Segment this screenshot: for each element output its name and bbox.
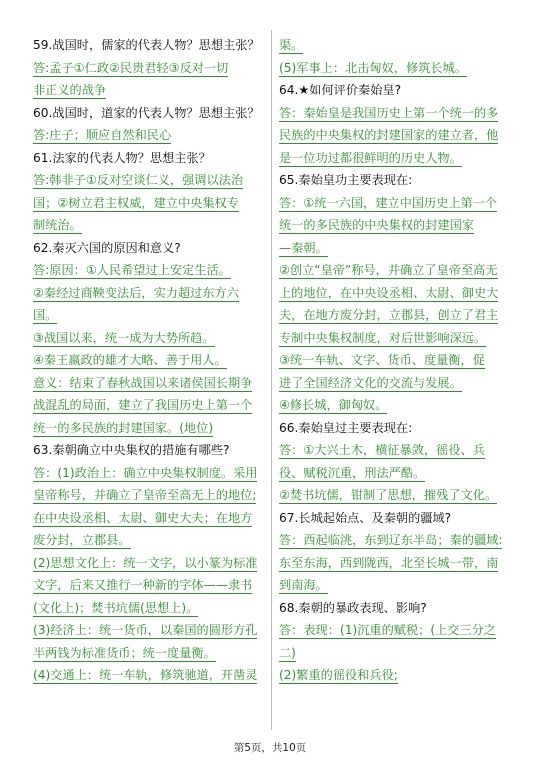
answer-line: [279, 349, 511, 372]
answer-text: 答:韩非子①反对空谈仁义，强调以法治: [33, 173, 244, 187]
answer-text: 意义：结束了春秋战国以来诸侯国长期争: [33, 375, 253, 390]
answer-text: —秦朝。: [279, 240, 328, 255]
answer-text: ④秦王嬴政的雄才大略、善于用人。: [33, 353, 227, 367]
answer-text: 答：西起临洮，东到辽东半岛；秦的疆域:: [279, 533, 503, 547]
question-line: 65.秦始皇功主要表现在:: [279, 173, 413, 187]
answer-line: [279, 394, 511, 417]
question-line: 61.法家的代表人物？思想主张？: [33, 150, 211, 165]
answer-text: 在中央设丞相、太尉、御史大夫；在地方: [33, 510, 253, 525]
answer-line: [33, 619, 268, 642]
answer-text: 答：①统一六国，建立中国历史上第一个: [279, 195, 498, 210]
answer-text: (2)思想文化上：统一文字，以小篆为标准: [33, 555, 258, 570]
answer-text: ②焚书坑儒，钳制了思想，摧残了文化。: [279, 488, 498, 502]
answer-line: [33, 664, 268, 687]
answer-line: [33, 417, 268, 440]
answer-line: [279, 664, 511, 687]
answer-line: [279, 102, 511, 125]
answer-text: 答：①大兴土木，横征暴敛，徭役、兵: [279, 443, 485, 457]
answer-line: [279, 57, 511, 80]
answer-text: 非正义的战争: [33, 83, 107, 97]
answer-line: [33, 169, 268, 192]
answer-text: 是一位功过都很鲜明的历史人物。: [279, 150, 462, 165]
answer-line: [33, 394, 268, 417]
answer-line: [33, 192, 268, 215]
answer-line: [279, 642, 511, 665]
answer-text: 渠。: [279, 38, 304, 52]
question-line: 63.秦朝确立中央集权的措施有哪些?: [33, 443, 230, 457]
answer-text: (2)繁重的徭役和兵役;: [279, 668, 398, 682]
left-column: [33, 34, 268, 687]
answer-line: [279, 147, 511, 170]
answer-line: [279, 237, 511, 260]
answer-line: [279, 529, 511, 552]
answer-text: 民族的中央集权的封建国家的建立者，他: [279, 128, 499, 142]
answer-text: 答:孟子①仁政②民贵君轻③反对一切: [33, 60, 229, 75]
question-line: 60.战国时，道家的代表人物？思想主张？: [33, 105, 260, 120]
answer-text: 答：(1)政治上：确立中央集权制度。采用: [33, 465, 258, 480]
answer-text: ②创立“皇帝”称号，并确立了皇帝至高无: [279, 263, 498, 277]
question-line: 66.秦始皇过主要表现在:: [279, 420, 413, 435]
answer-line: [33, 327, 268, 350]
answer-text: ④修长城，御匈奴。: [279, 398, 388, 412]
answer-line: [279, 327, 511, 350]
answer-text: 答:庄子；顺应自然和民心: [33, 128, 172, 142]
answer-line: [33, 372, 268, 395]
answer-line: [33, 484, 268, 507]
answer-line: [33, 259, 268, 282]
answer-line: [33, 574, 268, 597]
right-column: [279, 34, 511, 687]
answer-line: [279, 34, 511, 57]
answer-text: (3)经济上：统一货币，以秦国的圆形方孔: [33, 623, 258, 637]
answer-text: 上的地位，在中央设丞相、太尉、御史大: [279, 285, 499, 300]
answer-text: 役、赋税沉重，刑法严酷。: [279, 465, 426, 480]
answer-line: [279, 619, 511, 642]
question-line: 59.战国时，儒家的代表人物？思想主张？: [33, 38, 260, 52]
answer-text: 废分封，立郡县。: [33, 533, 131, 547]
question-line: 68.秦朝的暴政表现、影响?: [279, 600, 427, 615]
answer-text: 东至东海，西到陇西，北至长城一带，南: [279, 555, 499, 570]
answer-text: 皇帝称号，并确立了皇帝至高无上的地位;: [33, 488, 257, 502]
answer-line: [33, 57, 268, 80]
answer-line: [33, 507, 268, 530]
answer-line: [33, 349, 268, 372]
answer-line: [279, 439, 511, 462]
column-divider: [271, 30, 272, 730]
answer-line: [33, 79, 268, 102]
answer-text: (文化上)；焚书坑儒(思想上)。: [33, 600, 199, 615]
answer-text: 到南海。: [279, 578, 328, 592]
page-footer: 第5页，共10页: [233, 742, 307, 754]
question-line: 62.秦灭六国的原因和意义?: [33, 240, 181, 255]
answer-text: 答：表现：(1)沉重的赋税；(上交三分之: [279, 623, 497, 637]
answer-text: 统一的多民族的封建国家。(地位): [33, 420, 214, 435]
answer-line: [279, 462, 511, 485]
answer-line: [33, 304, 268, 327]
answer-text: 专制中央集权制度，对后世影响深远。: [279, 330, 487, 345]
answer-text: 统一的多民族的中央集权的封建国家: [279, 218, 474, 232]
answer-line: [33, 124, 268, 147]
answer-text: 制统治。: [33, 218, 82, 232]
answer-text: 答：秦始皇是我国历史上第一个统一的多: [279, 105, 499, 120]
answer-line: [279, 124, 511, 147]
answer-text: 战混乱的局面，建立了我国历史上第一个: [33, 398, 253, 412]
answer-line: [33, 642, 268, 665]
answer-line: [33, 597, 268, 620]
answer-text: 夫，在地方废分封，立郡县，创立了君主: [279, 308, 499, 322]
answer-line: [279, 574, 511, 597]
answer-line: [33, 462, 268, 485]
answer-text: 进了全国经济文化的交流与发展。: [279, 375, 462, 390]
answer-line: [279, 484, 511, 507]
answer-text: 答:原因：①人民希望过上安定生活。: [33, 263, 231, 277]
answer-text: 国；②树立君主权威，建立中央集权专: [33, 195, 239, 210]
answer-text: (4)交通上：统一车轨，修筑驰道，开凿灵: [33, 668, 258, 682]
answer-line: [279, 304, 511, 327]
answer-line: [279, 192, 511, 215]
answer-line: [33, 282, 268, 305]
question-line: 64.★如何评价秦始皇?: [279, 83, 402, 97]
answer-line: [279, 552, 511, 575]
answer-text: ③战国以来，统一成为大势所趋。: [33, 330, 215, 345]
answer-line: [33, 529, 268, 552]
answer-line: [279, 259, 511, 282]
answer-text: ②秦经过商鞅变法后，实力超过东方六: [33, 285, 239, 300]
answer-text: 二): [279, 645, 296, 660]
answer-text: (5)军事上：北击匈奴，修筑长城。: [279, 60, 467, 75]
answer-text: 文字，后来又推行一种新的字体——隶书: [33, 578, 253, 592]
answer-line: [279, 214, 511, 237]
answer-text: ③统一车轨、文字、货币、度量衡，促: [279, 353, 485, 367]
answer-line: [279, 372, 511, 395]
answer-text: 半两钱为标准货币；统一度量衡。: [33, 645, 216, 660]
answer-line: [33, 552, 268, 575]
answer-line: [279, 282, 511, 305]
question-line: 67.长城起始点、及秦朝的疆域?: [279, 510, 452, 525]
answer-line: [33, 214, 268, 237]
answer-text: 国。: [33, 308, 58, 322]
